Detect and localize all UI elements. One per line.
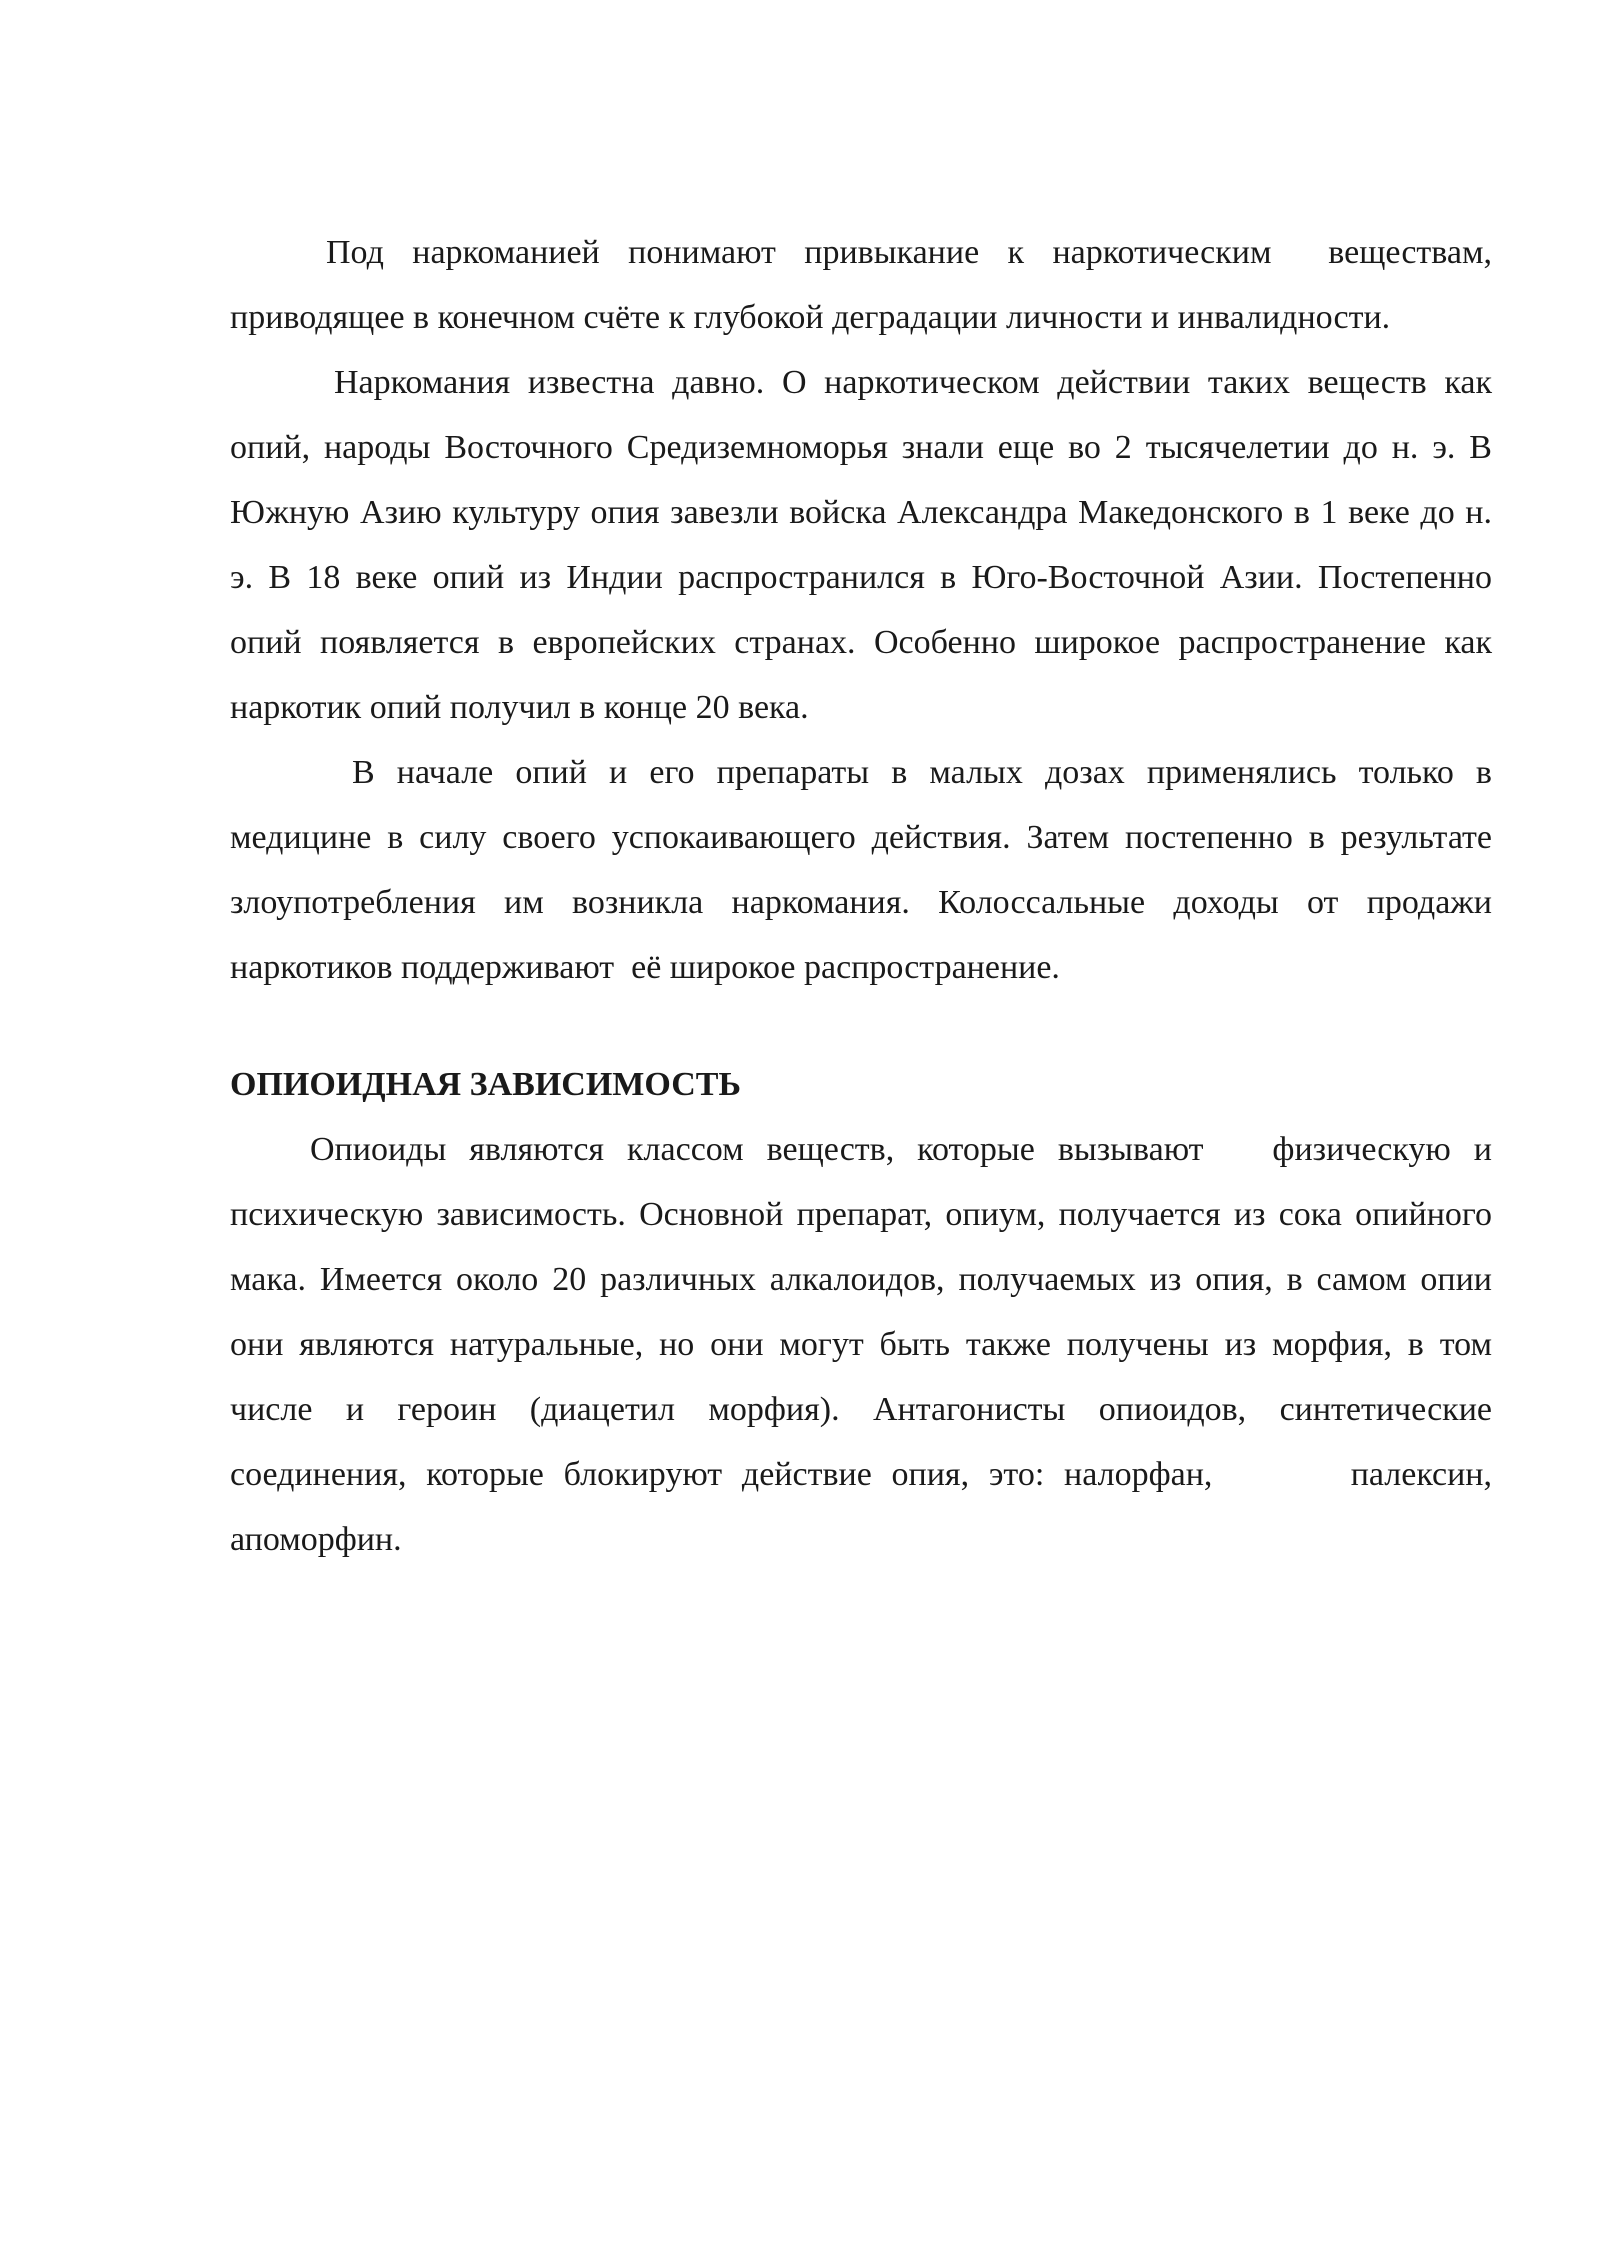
section-heading-opioid-dependence: ОПИОИДНАЯ ЗАВИСИМОСТЬ [230, 1066, 741, 1103]
document-body [230, 220, 1501, 1572]
paragraph-drug-addiction-definition: Под наркоманией понимают привыкание к наркотическим веществам, приводящее в конечном счёте к глубокой деградации личности и инвалидности. [230, 234, 1501, 336]
paragraph-opioids: Опиоиды являются классом веществ, которые вызывают физическую и психическую зависимость. Основной препарат, опиум, получается из сока опийного мака. Имеется около 20 различных алкалоидов, получаемых из опия, в самом опии они являются натуральные, но они могут быть также получены из морфия, в том числе и героин (диацетил морфия). Антагонисты опиоидов, синтетические соединения, которые блокируют действие опия, это: налорфан, палексин, апоморфин. [230, 1131, 1501, 1558]
paragraph-drug-addiction-history: Наркомания известна давно. О наркотическом действии таких веществ как опий, народы Восточного Средиземноморья знали еще во 2 тысячелетии до н. э. В Южную Азию культуру опия завезли войска Александра Македонского в 1 веке до н. э. В 18 веке опий из Индии распространился в Юго-Восточной Азии. Постепенно опий появляется в европейских странах. Особенно широкое распространение как наркотик опий получил в конце 20 века. [230, 364, 1501, 726]
paragraph-opium-medicine: В начале опий и его препараты в малых дозах применялись только в медицине в силу своего успокаивающего действия. Затем постепенно в результате злоупотребления им возникла наркомания. Колоссальные доходы от продажи наркотиков поддерживают её широкое распространение. [230, 754, 1501, 986]
